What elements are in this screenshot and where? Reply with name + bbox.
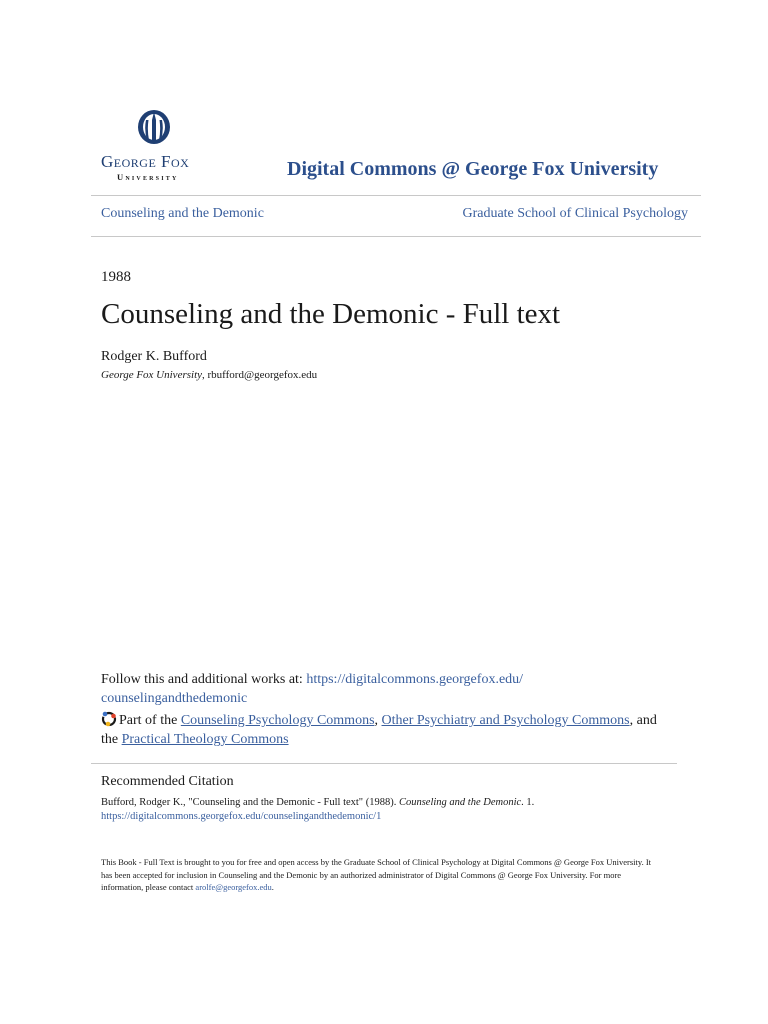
access-notice bbox=[101, 856, 661, 894]
follow-prefix: Follow this and additional works at: bbox=[101, 672, 307, 687]
citation-link[interactable]: https://digitalcommons.georgefox.edu/counselingandthedemonic/1 bbox=[101, 811, 382, 822]
citation-heading: Recommended Citation bbox=[101, 774, 234, 789]
author-affiliation bbox=[101, 369, 317, 381]
follow-works bbox=[101, 670, 701, 708]
author-name: Rodger K. Bufford bbox=[101, 349, 207, 364]
logo-name: George Fox bbox=[101, 152, 190, 171]
contact-email-link[interactable]: arolfe@georgefox.edu bbox=[195, 882, 272, 892]
affiliation-name: George Fox University bbox=[101, 369, 203, 381]
school-link[interactable]: Graduate School of Clinical Psychology bbox=[462, 206, 688, 221]
citation-divider bbox=[91, 763, 677, 764]
citation-body bbox=[101, 796, 701, 824]
counseling-psychology-commons-link[interactable]: Counseling Psychology Commons bbox=[180, 713, 375, 728]
document-title: Counseling and the Demonic - Full text bbox=[101, 298, 561, 330]
george-fox-logo[interactable] bbox=[101, 108, 213, 184]
publication-year: 1988 bbox=[101, 269, 131, 285]
top-divider bbox=[91, 195, 701, 196]
author-email: , rbufford@georgefox.edu bbox=[202, 369, 318, 381]
network-commons-icon bbox=[101, 711, 117, 727]
practical-theology-commons-link[interactable]: Practical Theology Commons bbox=[121, 732, 289, 747]
citation-text: Bufford, Rodger K., "Counseling and the Demonic - Full text" (1988). bbox=[101, 797, 399, 808]
george-fox-logo-icon bbox=[136, 108, 172, 146]
part-of-commons bbox=[101, 711, 701, 749]
part-of-prefix: Part of the bbox=[119, 713, 181, 728]
notice-text: This Book - Full Text is brought to you for free and open access by the Graduate School of Clinical Psychology at Digital Commons @ George Fox University. It has been accepted for inclusion in Counseling and the Demonic by an authorized administrator of Digital Commons @ George Fox University. For more information, please contact bbox=[101, 857, 652, 892]
follow-link-2[interactable]: counselingandthedemonic bbox=[101, 691, 248, 706]
site-title-link[interactable]: Digital Commons @ George Fox University bbox=[287, 158, 659, 180]
nav-divider bbox=[91, 236, 701, 237]
part-of-the: the bbox=[101, 732, 122, 747]
part-of-sep2: , and bbox=[629, 713, 657, 728]
citation-collection: Counseling and the Demonic bbox=[398, 797, 522, 808]
citation-suffix: . 1. bbox=[521, 797, 535, 808]
follow-link-1[interactable]: https://digitalcommons.georgefox.edu/ bbox=[306, 672, 524, 687]
other-psychiatry-commons-link[interactable]: Other Psychiatry and Psychology Commons bbox=[381, 713, 630, 728]
part-of-sep1: , bbox=[374, 713, 382, 728]
collection-link[interactable]: Counseling and the Demonic bbox=[101, 206, 264, 221]
logo-subtitle: University bbox=[117, 172, 179, 182]
notice-end: . bbox=[271, 882, 274, 892]
